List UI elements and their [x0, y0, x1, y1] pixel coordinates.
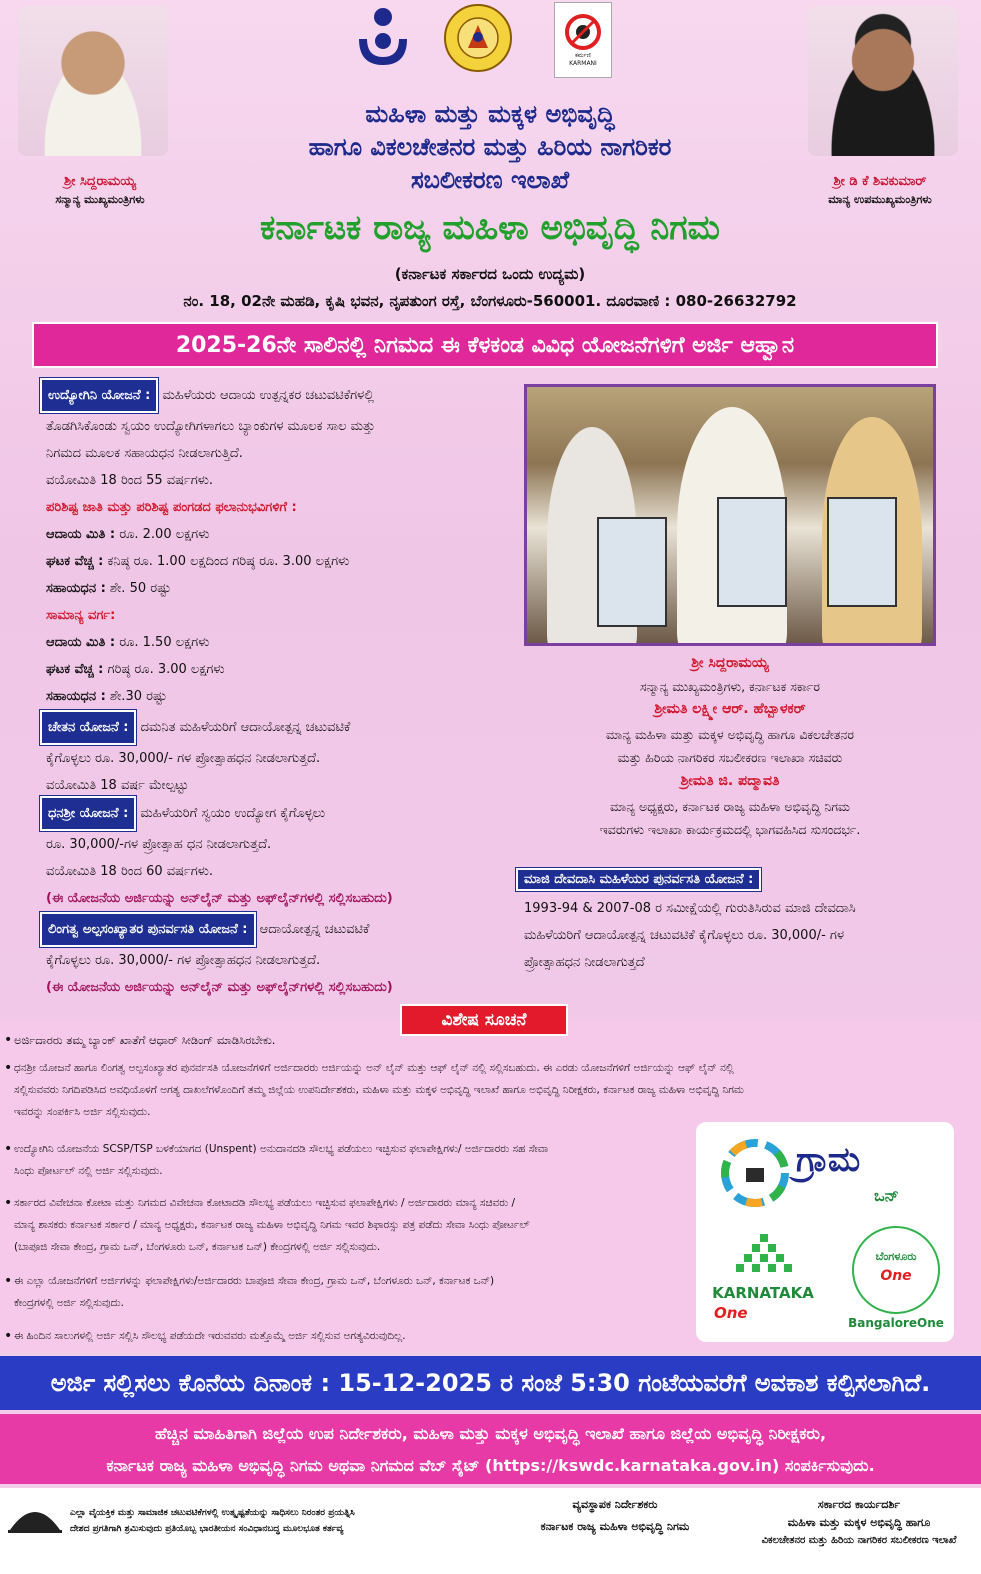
footer-md-org: ಕರ್ನಾಟಕ ರಾಜ್ಯ ಮಹಿಳಾ ಅಭಿವೃದ್ಧಿ ನಿಗಮ	[540, 1520, 690, 1533]
footer-motto-1: ಎಲ್ಲಾ ವೈಯಕ್ತಿಕ ಮತ್ತು ಸಾಮಾಜಿಕ ಚಟುವಟಿಕೆಗಳಲ್ಲಿ ಉತ್ಕೃಷ್ಟತೆಯನ್ನು ಸಾಧಿಸಲು ನಿರಂತರ ಪ್ರಯತ್ನಿಸಿ	[70, 1508, 355, 1518]
dhanashree-line-2: ರೂ. 30,000/-ಗಳ ಪ್ರೋತ್ಸಾಹ ಧನ ನೀಡಲಾಗುತ್ತದೆ.	[46, 837, 272, 852]
department-line-3: ಸಬಲೀಕರಣ ಇಲಾಖೆ	[410, 166, 570, 194]
general-heading: ಸಾಮಾನ್ಯ ವರ್ಗ:	[46, 608, 116, 623]
devadasi-title: ಮಾಜಿ ದೇವದಾಸಿ ಮಹಿಳೆಯರ ಪುನರ್ವಸತಿ ಯೋಜನೆ :	[516, 868, 761, 891]
caption-line-1: ಶ್ರೀ ಸಿದ್ದರಾಮಯ್ಯ	[691, 655, 769, 671]
dcm-name: ಶ್ರೀ ಡಿ ಕೆ ಶಿವಕುಮಾರ್	[833, 174, 927, 189]
dhanashree-intro	[40, 796, 510, 831]
sc-subsidy-label: ಸಹಾಯಧನ :	[46, 581, 106, 596]
gen-unit-cost-value: ಗರಿಷ್ಠ ರೂ. 3.00 ಲಕ್ಷಗಳು	[107, 662, 225, 677]
bangalore-one-logo	[844, 1226, 948, 1336]
gen-unit-cost-row	[40, 656, 510, 683]
notice-bullet-3	[14, 1138, 694, 1182]
udyogini-line-3: ನಿಗಮದ ಮೂಲಕ ಸಹಾಯಧನ ನೀಡಲಾಗುತ್ತಿದೆ.	[46, 446, 243, 461]
dhanashree-title: ಧನಶ್ರೀ ಯೋಜನೆ :	[40, 796, 136, 831]
cm-title: ಸನ್ಮಾನ್ಯ ಮುಖ್ಯಮಂತ್ರಿಗಳು	[55, 193, 145, 206]
notice-bullet-5-line-1: • ಈ ಎಲ್ಲಾ ಯೋಜನೆಗಳಿಗೆ ಅರ್ಜಿಗಳನ್ನು ಫಲಾಪೇಕ್ಷಿಗಳು/ಅರ್ಜಿದಾರರು ಬಾಪೂಜಿ ಸೇವಾ ಕೇಂದ್ರ, ಗ್ರಾಮ ಒನ್, ಬೆಂಗಳೂರು ಒನ್, ಕರ್ನಾಟಕ ಒನ್)	[14, 1275, 495, 1287]
karnataka-one-sub: One	[714, 1304, 748, 1322]
invitation-banner	[32, 322, 938, 368]
linga-intro	[40, 912, 520, 947]
notice-bullet-4-line-3: (ಬಾಪೂಜಿ ಸೇವಾ ಕೇಂದ್ರ, ಗ್ರಾಮ ಒನ್, ಬೆಂಗಳೂರು ಒನ್, ಕರ್ನಾಟಕ ಒನ್) ಕೇಂದ್ರಗಳಲ್ಲಿ ಅರ್ಜಿ ಸಲ್ಲಿಸುವುದು.	[14, 1241, 381, 1253]
notice-bullet-1	[14, 1029, 694, 1051]
deadline-text: ಅರ್ಜಿ ಸಲ್ಲಿಸಲು ಕೊನೆಯ ದಿನಾಂಕ : 15-12-2025 ರ ಸಂಜೆ 5:30 ಗಂಟೆಯವರೆಗೆ ಅವಕಾಶ ಕಲ್ಪಿಸಲಾಗಿದೆ.	[50, 1369, 931, 1397]
sc-unit-cost-row	[40, 548, 510, 575]
dhanashree-note: (ಈ ಯೋಜನೆಯ ಅರ್ಜಿಯನ್ನು ಅನ್‌ಲೈನ್ ಮತ್ತು ಅಫ್‌ಲೈನ್‌ಗಳಲ್ಲಿ ಸಲ್ಲಿಸಬಹುದು)	[46, 891, 393, 906]
dcm-portrait	[808, 6, 958, 156]
caption-line-3: ಶ್ರೀಮತಿ ಲಕ್ಷ್ಮೀ ಆರ್. ಹೆಬ್ಬಾಳಕರ್	[654, 701, 806, 717]
linga-section	[40, 912, 520, 1001]
notice-bullet-6	[14, 1325, 694, 1347]
sc-income-label: ಆದಾಯ ಮಿತಿ :	[46, 527, 116, 542]
contact-line-2: ಕರ್ನಾಟಕ ರಾಜ್ಯ ಮಹಿಳಾ ಅಭಿವೃದ್ಧಿ ನಿಗಮ ಅಥವಾ ನಿಗಮದ ವೆಬ್ ಸೈಟ್ (https://kswdc.karnataka.gov.in) ಸಂಪರ್ಕಿಸುವುದು.	[106, 1456, 875, 1475]
notice-bullet-6-line-1: • ಈ ಹಿಂದಿನ ಸಾಲುಗಳಲ್ಲಿ ಅರ್ಜಿ ಸಲ್ಲಿಸಿ ಸೌಲಭ್ಯ ಪಡೆಯದೇ ಇರುವವರು ಮತ್ತೊಮ್ಮೆ ಅರ್ಜಿ ಸಲ್ಲಿಸುವ ಅಗತ್ಯವಿರುವುದಿಲ್ಲ.	[14, 1330, 406, 1342]
contact-line-1: ಹೆಚ್ಚಿನ ಮಾಹಿತಿಗಾಗಿ ಜಿಲ್ಲೆಯ ಉಪ ನಿರ್ದೇಶಕರು, ಮಹಿಳಾ ಮತ್ತು ಮಕ್ಕಳ ಅಭಿವೃದ್ಧಿ ಇಲಾಖೆ ಹಾಗೂ ಜಿಲ್ಲೆಯ ಅಭಿವೃದ್ಧಿ ನಿರೀಕ್ಷಕರು,	[154, 1424, 827, 1443]
linga-note: (ಈ ಯೋಜನೆಯ ಅರ್ಜಿಯನ್ನು ಅನ್‌ಲೈನ್ ಮತ್ತು ಅಫ್‌ಲೈನ್‌ಗಳಲ್ಲಿ ಸಲ್ಲಿಸಬಹುದು)	[46, 980, 393, 995]
chetana-section	[40, 710, 510, 799]
notice-bullet-4-line-1: • ಸರ್ಕಾರದ ವಿವೇಚನಾ ಕೋಟಾ ಮತ್ತು ನಿಗಮದ ವಿವೇಚನಾ ಕೋಟಾದಡಿ ಸೌಲಭ್ಯ ಪಡೆಯಲು ಇಚ್ಛಿಸುವ ಫಲಾಪೇಕ್ಷಿಗಳು / ಅರ್ಜಿದಾರರು ಮಾನ್ಯ ಸಚಿವರು /	[14, 1197, 516, 1209]
caption-line-4: ಮಾನ್ಯ ಮಹಿಳಾ ಮತ್ತು ಮಕ್ಕಳ ಅಭಿವೃದ್ಧಿ ಹಾಗೂ ವಿಕಲಚೇತನರ	[606, 727, 854, 742]
department-line-1: ಮಹಿಳಾ ಮತ್ತು ಮಕ್ಕಳ ಅಭಿವೃದ್ಧಿ	[365, 100, 615, 128]
karnataka-one-text: KARNATAKA	[712, 1284, 814, 1302]
udyogini-line-2: ತೊಡಗಿಸಿಕೊಂಡು ಸ್ವಯಂ ಉದ್ಯೋಗಿಗಳಾಗಲು ಬ್ಯಾಂಕುಗಳ ಮೂಲಕ ಸಾಲ ಮತ್ತು	[46, 419, 376, 434]
sc-subsidy-value: ಶೇ. 50 ರಷ್ಟು	[109, 581, 172, 596]
karmani-logo	[554, 2, 612, 78]
bangalore-one-sub: One	[880, 1268, 912, 1284]
chetana-line-1: ದಮನಿತ ಮಹಿಳೆಯರಿಗೆ ಆದಾಯೋತ್ಪನ್ನ ಚಟುವಟಿಕೆ	[140, 720, 351, 735]
chetana-title: ಚೇತನ ಯೋಜನೆ :	[40, 710, 136, 745]
notice-bullet-2-line-2: ಸಲ್ಲಿಸುವವರು ನಿಗದಿಪಡಿಸಿದ ಅವಧಿಯೊಳಗೆ ಅಗತ್ಯ ದಾಖಲೆಗಳೊಂದಿಗೆ ತಮ್ಮ ಜಿಲ್ಲೆಯ ಉಪನಿರ್ದೇಶಕರು, ಮಹಿಳಾ ಮತ್ತು ಮಕ್ಕಳ ಅಭಿವೃದ್ಧಿ ಇಲಾಖೆ ಹಾಗೂ ಅಭಿವೃದ್ಧಿ ನಿರೀಕ್ಷಕರು, ಕರ್ನಾಟಕ ರಾಜ್ಯ ಮಹಿಳಾ ಅಭಿವೃದ್ಧಿ ನಿಗಮ	[14, 1084, 744, 1096]
service-center-logos	[696, 1122, 954, 1342]
footer-md-title: ವ್ಯವಸ್ಥಾಪಕ ನಿರ್ದೇಶಕರು	[572, 1498, 658, 1511]
udyogini-age: ವಯೋಮಿತಿ 18 ರಿಂದ 55 ವರ್ಷಗಳು.	[46, 473, 214, 488]
gen-income-row	[40, 629, 510, 656]
grama-one-text: ಗ್ರಾಮ	[796, 1140, 861, 1180]
footer-secretary-line-2: ವಿಕಲಚೇತನರ ಮತ್ತು ಹಿರಿಯ ನಾಗರಿಕರ ಸಬಲೀಕರಣ ಇಲಾಖೆ	[761, 1535, 957, 1546]
karnataka-emblem-logo	[442, 2, 514, 74]
karnataka-one-icon	[734, 1232, 794, 1282]
linga-title: ಲಿಂಗತ್ವ ಅಲ್ಪಸಂಖ್ಯಾತರ ಪುನರ್ವಸತಿ ಯೋಜನೆ :	[40, 912, 256, 947]
gen-subsidy-row	[40, 683, 510, 710]
udyogini-title: ಉದ್ಯೋಗಿನಿ ಯೋಜನೆ :	[40, 378, 158, 413]
dhanashree-section	[40, 796, 510, 912]
gen-income-label: ಆದಾಯ ಮಿತಿ :	[46, 635, 116, 650]
devadasi-line-3: ಪ್ರೋತ್ಸಾಹಧನ ನೀಡಲಾಗುತ್ತದೆ	[524, 955, 645, 970]
icds-logo	[352, 4, 414, 70]
footer	[0, 1488, 981, 1574]
notice-bullet-3-line-1: • ಉದ್ಯೋಗಿನಿ ಯೋಜನೆಯ SCSP/TSP ಬಳಕೆಯಾಗದ (Unspent) ಅನುದಾನದಡಿ ಸೌಲಭ್ಯ ಪಡೆಯಲು ಇಚ್ಛಿಸುವ ಫಲಾಪೇಕ್ಷಿಗಳು/ ಅರ್ಜಿದಾರರು ಸಹ ಸೇವಾ	[14, 1143, 549, 1155]
contact-banner	[0, 1414, 981, 1484]
dhanashree-line-1: ಮಹಿಳೆಯರಿಗೆ ಸ್ವಯಂ ಉದ್ಯೋಗ ಕೈಗೊಳ್ಳಲು	[140, 806, 326, 821]
grama-one-logo	[714, 1130, 914, 1220]
grama-one-icon	[720, 1138, 790, 1208]
footer-secretary-title: ಸರ್ಕಾರದ ಕಾರ್ಯದರ್ಶಿ	[817, 1498, 901, 1511]
notice-bullet-2-line-1: • ಧನಶ್ರೀ ಯೋಜನೆ ಹಾಗೂ ಲಿಂಗತ್ವ ಅಲ್ಪಸಂಖ್ಯಾತರ ಪುನರ್ವಸತಿ ಯೋಜನೆಗಳಿಗೆ ಅರ್ಜಿದಾರರು ಅರ್ಜಿಯನ್ನು ಅನ್ ಲೈನ್ ಮತ್ತು ಆಫ್ ಲೈನ್ ನಲ್ಲಿ ಸಲ್ಲಿಸಬಹುದು. ಈ ಎರಡು ಯೋಜನೆಗಳಿಗೆ ಅರ್ಜಿಯನ್ನು ಆಫ್ ಲೈನ್ ನಲ್ಲಿ	[14, 1062, 734, 1074]
event-photo	[524, 384, 936, 646]
cm-portrait	[18, 6, 168, 156]
caption-line-2: ಸನ್ಮಾನ್ಯ ಮುಖ್ಯಮಂತ್ರಿಗಳು, ಕರ್ನಾಟಕ ಸರ್ಕಾರ	[639, 679, 821, 694]
cm-name: ಶ್ರೀ ಸಿದ್ದರಾಮಯ್ಯ	[64, 174, 136, 189]
notice-bullet-1-line-1: • ಅರ್ಜಿದಾರರು ತಮ್ಮ ಬ್ಯಾಂಕ್ ಖಾತೆಗೆ ಆಧಾರ್ ಸೀಡಿಂಗ್ ಮಾಡಿಸಿರಬೇಕು.	[14, 1033, 276, 1047]
chetana-intro	[40, 710, 510, 745]
linga-line-2: ಕೈಗೊಳ್ಳಲು ರೂ. 30,000/- ಗಳ ಪ್ರೋತ್ಸಾಹಧನ ನೀಡಲಾಗುತ್ತದೆ.	[46, 953, 321, 968]
notice-bullet-2	[14, 1057, 962, 1123]
bangalore-one-text: BangaloreOne	[848, 1316, 944, 1330]
sc-unit-cost-label: ಘಟಕ ವೆಚ್ಚ :	[46, 554, 104, 569]
karmani-logo-text: ಕರ್ಮಣಿ KARMANI	[569, 52, 597, 67]
chetana-age: ವಯೋಮಿತಿ 18 ವರ್ಷ ಮೇಲ್ಪಟ್ಟು	[46, 778, 189, 793]
sc-income-value: ರೂ. 2.00 ಲಕ್ಷಗಳು	[119, 527, 210, 542]
devadasi-section	[516, 868, 956, 976]
notice-bullet-4-line-2: ಮಾನ್ಯ ಶಾಸಕರು ಕರ್ನಾಟಕ ಸರ್ಕಾರ / ಮಾನ್ಯ ಅಧ್ಯಕ್ಷರು, ಕರ್ನಾಟಕ ರಾಜ್ಯ ಮಹಿಳಾ ಅಭಿವೃದ್ಧಿ ನಿಗಮ ಇವರ ಶಿಫಾರಸ್ಸು ಪತ್ರ ಪಡೆದು ಸೇವಾ ಸಿಂಧು ಪೋರ್ಟಲ್	[14, 1219, 530, 1231]
corporation-subtitle: (ಕರ್ನಾಟಕ ಸರ್ಕಾರದ ಒಂದು ಉದ್ಯಮ)	[394, 265, 586, 283]
caption-line-6: ಶ್ರೀಮತಿ ಜಿ. ಪದ್ಮಾವತಿ	[680, 773, 780, 789]
notice-bullet-3-line-2: ಸಿಂಧು ಪೋರ್ಟಲ್ ನಲ್ಲಿ ಅರ್ಜಿ ಸಲ್ಲಿಸುವುದು.	[14, 1165, 163, 1177]
dcm-title: ಮಾನ್ಯ ಉಪಮುಖ್ಯಮಂತ್ರಿಗಳು	[828, 193, 932, 206]
notice-bullet-2-line-3: ಇವರನ್ನು ಸಂಪರ್ಕಿಸಿ ಅರ್ಜಿ ಸಲ್ಲಿಸುವುದು.	[14, 1106, 151, 1118]
invitation-banner-text: 2025-26ನೇ ಸಾಲಿನಲ್ಲಿ ನಿಗಮದ ಈ ಕೆಳಕಂಡ ವಿವಿಧ ಯೋಜನೆಗಳಿಗೆ ಅರ್ಜಿ ಆಹ್ವಾನ	[175, 332, 795, 358]
grama-one-sub: ಒನ್	[874, 1186, 899, 1205]
karnataka-one-logo	[704, 1232, 822, 1332]
department-line-2: ಹಾಗೂ ವಿಕಲಚೇತನರ ಮತ್ತು ಹಿರಿಯ ನಾಗರಿಕರ	[308, 133, 672, 161]
gen-subsidy-label: ಸಹಾಯಧನ :	[46, 689, 106, 704]
sc-unit-cost-value: ಕನಿಷ್ಠ ರೂ. 1.00 ಲಕ್ಷದಿಂದ ಗರಿಷ್ಠ ರೂ. 3.00 ಲಕ್ಷಗಳು	[107, 554, 350, 569]
corporation-name: ಕರ್ನಾಟಕ ರಾಜ್ಯ ಮಹಿಳಾ ಅಭಿವೃದ್ಧಿ ನಿಗಮ	[260, 208, 720, 248]
notice-bullet-4	[14, 1192, 694, 1258]
special-notice-title-text: ವಿಶೇಷ ಸೂಚನೆ	[441, 1010, 527, 1030]
udyogini-intro	[40, 378, 510, 413]
dhanashree-age: ವಯೋಮಿತಿ 18 ರಿಂದ 60 ವರ್ಷಗಳು.	[46, 864, 214, 879]
caption-line-7: ಮಾನ್ಯ ಅಧ್ಯಕ್ಷರು, ಕರ್ನಾಟಕ ರಾಜ್ಯ ಮಹಿಳಾ ಅಭಿವೃದ್ಧಿ ನಿಗಮ	[610, 799, 850, 814]
linga-line-1: ಆದಾಯೋತ್ಪನ್ನ ಚಟುವಟಿಕೆ	[259, 922, 370, 937]
corporation-address: ನಂ. 18, 02ನೇ ಮಹಡಿ, ಕೃಷಿ ಭವನ, ನೃಪತುಂಗ ರಸ್ತೆ, ಬೆಂಗಳೂರು-560001. ದೂರವಾಣಿ : 080-26632792	[183, 292, 797, 310]
footer-secretary-line-1: ಮಹಿಳಾ ಮತ್ತು ಮಕ್ಕಳ ಅಭಿವೃದ್ಧಿ ಹಾಗೂ	[787, 1516, 931, 1529]
footer-motto-2: ದೇಶದ ಪ್ರಗತಿಗಾಗಿ ಶ್ರಮಿಸುವುದು ಪ್ರತಿಯೊಬ್ಬ ಭಾರತೀಯನ ಸಂವಿಧಾನಬದ್ಧ ಮೂಲಭೂತ ಕರ್ತವ್ಯ	[70, 1524, 344, 1534]
udyogini-section	[40, 378, 510, 710]
caption-line-5: ಮತ್ತು ಹಿರಿಯ ನಾಗರಿಕರ ಸಬಲೀಕರಣ ಇಲಾಖಾ ಸಚಿವರು	[617, 750, 843, 765]
notice-bullet-5-line-2: ಕೇಂದ್ರಗಳಲ್ಲಿ ಅರ್ಜಿ ಸಲ್ಲಿಸುವುದು.	[14, 1297, 124, 1309]
caption-line-8: ಇವರುಗಳು ಇಲಾಖಾ ಕಾರ್ಯಕ್ರಮದಲ್ಲಿ ಭಾಗವಹಿಸಿದ ಸುಸಂದರ್ಭ.	[599, 822, 861, 837]
sc-subsidy-row	[40, 575, 510, 602]
gen-income-value: ರೂ. 1.50 ಲಕ್ಷಗಳು	[119, 635, 210, 650]
parliament-icon	[6, 1500, 64, 1534]
chetana-line-2: ಕೈಗೊಳ್ಳಲು ರೂ. 30,000/- ಗಳ ಪ್ರೋತ್ಸಾಹಧನ ನೀಡಲಾಗುತ್ತದೆ.	[46, 751, 321, 766]
udyogini-line-1: ಮಹಿಳೆಯರು ಆದಾಯ ಉತ್ಪನ್ನಕರ ಚಟುವಟಿಕೆಗಳಲ್ಲಿ	[162, 388, 375, 403]
gen-subsidy-value: ಶೇ.30 ರಷ್ಟು	[109, 689, 167, 704]
bangalore-one-kn: ಬೆಂಗಳೂರು	[875, 1250, 917, 1263]
notice-bullet-5	[14, 1270, 694, 1314]
deadline-banner	[0, 1356, 981, 1410]
devadasi-line-1: 1993-94 & 2007-08 ರ ಸಮೀಕ್ಷೆಯಲ್ಲಿ ಗುರುತಿಸಿರುವ ಮಾಜಿ ದೇವದಾಸಿ	[524, 901, 856, 916]
sc-income-row	[40, 521, 510, 548]
devadasi-line-2: ಮಹಿಳೆಯರಿಗೆ ಆದಾಯೋತ್ಪನ್ನ ಚಟುವಟಿಕೆ ಕೈಗೊಳ್ಳಲು ರೂ. 30,000/- ಗಳ	[524, 928, 845, 943]
gen-unit-cost-label: ಘಟಕ ವೆಚ್ಚ :	[46, 662, 104, 677]
sc-st-heading: ಪರಿಶಿಷ್ಟ ಜಾತಿ ಮತ್ತು ಪರಿಶಿಷ್ಟ ಪಂಗಡದ ಫಲಾನುಭವಿಗಳಿಗೆ :	[46, 500, 297, 515]
